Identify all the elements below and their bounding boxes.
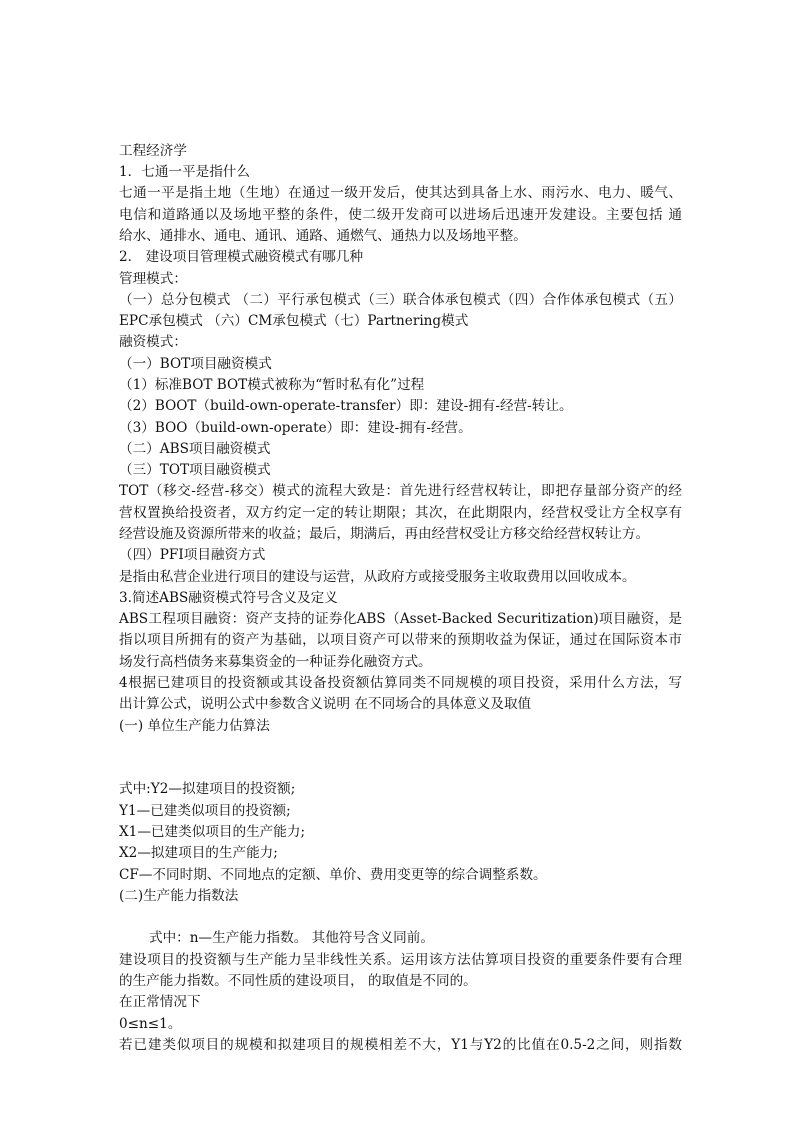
paragraph-line: 建设项目的投资额与生产能力呈非线性关系。运用该方法估算项目投资的重要条件要有合理: [119, 952, 682, 968]
question-1-heading: 1．七通一平是指什么: [119, 164, 250, 180]
formula-note: 式中:Y2—拟建项目的投资额;: [119, 781, 296, 797]
list-item: （3）BOO（build-own-operate）即：建设-拥有-经营。: [119, 420, 472, 436]
section-label: 融资模式：: [119, 334, 187, 350]
paragraph-line: 在正常情况下: [119, 994, 201, 1010]
list-item: （二）ABS项目融资模式: [119, 441, 271, 457]
paragraph-line: 场发行高档债务来募集资金的一种证券化融资方式。: [119, 654, 432, 670]
list-item: （三）TOT项目融资模式: [119, 462, 271, 478]
paragraph-line: 是指由私营企业进行项目的建设与运营，从政府方或接受服务主收取费用以回收成本。: [119, 569, 636, 585]
paragraph-line: 营权置换给投资者，双方约定一定的转让期限；其次，在此期限内，经营权受让方全权享有: [119, 505, 682, 521]
question-4-heading: 4根据已建项目的投资额或其设备投资额估算同类不同规模的项目投资，采用什么方法，写: [119, 675, 682, 691]
paragraph-line: 若已建类似项目的规模和拟建项目的规模相差不大，Y1与Y2的比值在0.5-2之间，则指数: [119, 1037, 682, 1053]
list-item: （四）PFI项目融资方式: [119, 547, 266, 563]
paragraph-line: TOT（移交-经营-移交）模式的流程大致是：首先进行经营权转让，即把存量部分资产的经: [119, 483, 682, 499]
formula-note: Y1—已建类似项目的投资额;: [119, 803, 291, 819]
formula-note: 式中：n—生产能力指数。 其他符号含义同前。: [149, 930, 434, 946]
method-heading: (二)生产能力指数法: [119, 888, 239, 904]
doc-title: 工程经济学: [119, 143, 187, 159]
question-4-heading-cont: 出计算公式，说明公式中参数含义说明 在不同场合的具体意义及取值: [119, 696, 532, 712]
section-label: 管理模式：: [119, 271, 187, 287]
question-2-heading: 2． 建设项目管理模式融资模式有哪几种: [119, 249, 364, 265]
paragraph-line: 0≤n≤1。: [119, 1016, 182, 1032]
list-item: （2）BOOT（build-own-operate-transfer）即：建设-拥有-经营-转让。: [119, 398, 573, 414]
paragraph-line: 指以项目所拥有的资产为基础，以项目资产可以带来的预期收益为保证，通过在国际资本市: [119, 632, 682, 648]
list-item: （一）BOT项目融资模式: [119, 356, 272, 372]
method-heading: (一) 单位生产能力估算法: [119, 718, 270, 734]
paragraph-line: （一）总分包模式 （二）平行承包模式（三）联合体承包模式（四）合作体承包模式（五）: [119, 292, 682, 308]
paragraph-line: 经营设施及资源所带来的收益；最后，期满后，再由经营权受让方移交给经营权转让方。: [119, 526, 650, 542]
paragraph-line: ABS工程项目融资：资产支持的证券化ABS（Asset-Backed Securitization)项目融资，是: [119, 611, 682, 627]
formula-note: X1—已建类似项目的生产能力;: [119, 824, 306, 840]
formula-note: X2—拟建项目的生产能力;: [119, 845, 278, 861]
paragraph-line: 七通一平是指土地（生地）在通过一级开发后，使其达到具备上水、雨污水、电力、暖气、: [119, 185, 682, 201]
formula-note: CF—不同时期、不同地点的定额、单价、费用变更等的综合调整系数。: [119, 867, 547, 883]
paragraph-line: 给水、通排水、通电、通讯、通路、通燃气、通热力以及场地平整。: [119, 228, 527, 244]
list-item: （1）标准BOT BOT模式被称为“暂时私有化”过程: [119, 377, 425, 393]
paragraph-line: EPC承包模式 （六）CM承包模式（七）Partnering模式: [119, 313, 469, 329]
paragraph-line: 电信和道路通以及场地平整的条件，使二级开发商可以进场后迅速开发建设。主要包括 通: [119, 207, 682, 223]
paragraph-line: 的生产能力指数。不同性质的建设项目， 的取值是不同的。: [119, 973, 477, 989]
question-3-heading: 3.简述ABS融资模式符号含义及定义: [119, 590, 338, 606]
